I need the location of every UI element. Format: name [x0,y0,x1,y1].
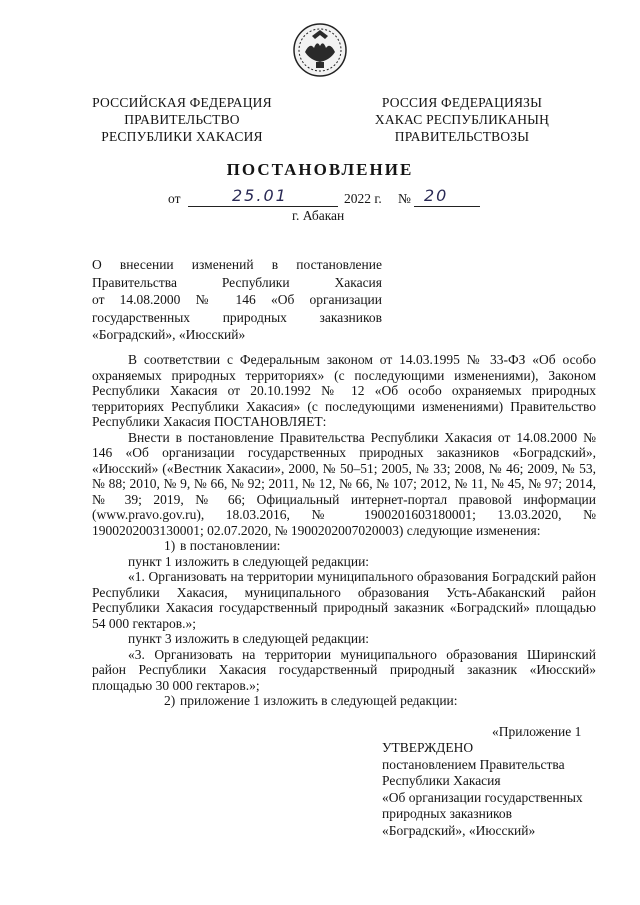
number-handwritten: 20 [424,186,449,205]
coat-of-arms-emblem [292,22,348,78]
paragraph: В соответствии с Федеральным законом от 14.03.1995 № 33-ФЗ «Об особо охраняемых природных территориях» (с последующими изменениями), Законом Республики Хакасия от 20.10.1992 № 12 «Об особо охраняемых природных территориях Республики Хакасия» (с последующими изменениями) Правительство Республики Хакасия ПОСТАНОВЛЯЕТ: [92,352,596,429]
paragraph: Внести в постановление Правительства Республики Хакасия от 14.08.2000 № 146 «Об организации государственных природных заказников «Боградский», «Июсский» («Вестник Хакасии», 2000, № 50–51; 2005, № 33; 2008, № 46; 2009, № 53, № 88; 2010, № 9, № 66, № 92; 2011, № 12, № 66, № 107; 2012, № 11, № 45, № 97; 2014, № 39; 2019, № 66; Официальный интернет-портал правовой информации (www.pravo.gov.ru), 18.03.2016, № 1900201603180001; 13.03.2020, № 1900202003130001; 02.07.2020, № 1900202007020003) следующие изменения: [92,429,596,538]
item-text: приложение 1 изложить в следующей редакции: [180,693,458,708]
list-item-2 [92,693,596,709]
approved-line: постановлением Правительства [382,756,565,772]
coat-of-arms-icon [292,22,348,78]
item-number: 1) [164,538,176,553]
subject-block [92,256,382,344]
paragraph: «1. Организовать на территории муниципального образования Боградский район Республики Хакасия, муниципального образования Усть-Абаканский район Республики Хакасия государственный природный заказник «Боградский» площадью 54 000 гектаров.»; [92,569,596,631]
item-number: 2) [164,693,176,708]
header-right [368,94,556,145]
item-text: в постановлении: [180,538,281,553]
date-underline [188,206,338,207]
approved-line: УТВЕРЖДЕНО [382,740,474,755]
subject-line: государственных природных заказников [92,309,382,325]
header-left-line: ПРАВИТЕЛЬСТВО [124,112,240,127]
subject-line: О внесении изменений в постановление [92,257,382,272]
subject-line: от 14.08.2000 № 146 «Об организации [92,292,382,307]
header-right-line: ПРАВИТЕЛЬСТВОЗЫ [394,129,530,144]
number-underline [414,206,480,207]
subject-line: Правительства Республики Хакасия [92,274,382,290]
approved-line: «Боградский», «Июсский» [382,822,536,838]
header-right-line: РОССИЯ ФЕДЕРАЦИЯЗЫ [381,95,543,110]
header-left-line: РЕСПУБЛИКИ ХАКАСИЯ [101,129,263,144]
document-body [92,352,596,709]
header-left [84,94,280,145]
header-right-line: ХАКАС РЕСПУБЛИКАНЫҢ [374,112,550,127]
year-text: 2022 г. [344,191,382,206]
list-item-1 [92,538,596,554]
subject-line: «Боградский», «Июсский» [92,327,246,342]
appendix-ref: «Приложение 1 [492,724,582,739]
approved-block [382,740,602,839]
number-prefix: № [398,191,411,206]
approved-line: «Об организации государственных [382,789,583,805]
header-left-line: РОССИЙСКАЯ ФЕДЕРАЦИЯ [92,95,272,110]
document-title: ПОСТАНОВЛЕНИЕ [226,160,414,179]
paragraph: пункт 3 изложить в следующей редакции: [128,631,370,646]
date-prefix: от [168,191,181,206]
paragraph: «3. Организовать на территории муниципального образования Ширинский район Республики Хакасия государственный природный заказник «Июсский» площадью 30 000 гектаров.»; [92,646,596,693]
city: г. Абакан [292,208,345,223]
approved-line: природных заказников [382,806,513,821]
paragraph: пункт 1 изложить в следующей редакции: [128,553,370,569]
date-handwritten: 25.01 [232,186,288,205]
approved-line: Республики Хакасия [382,773,501,788]
